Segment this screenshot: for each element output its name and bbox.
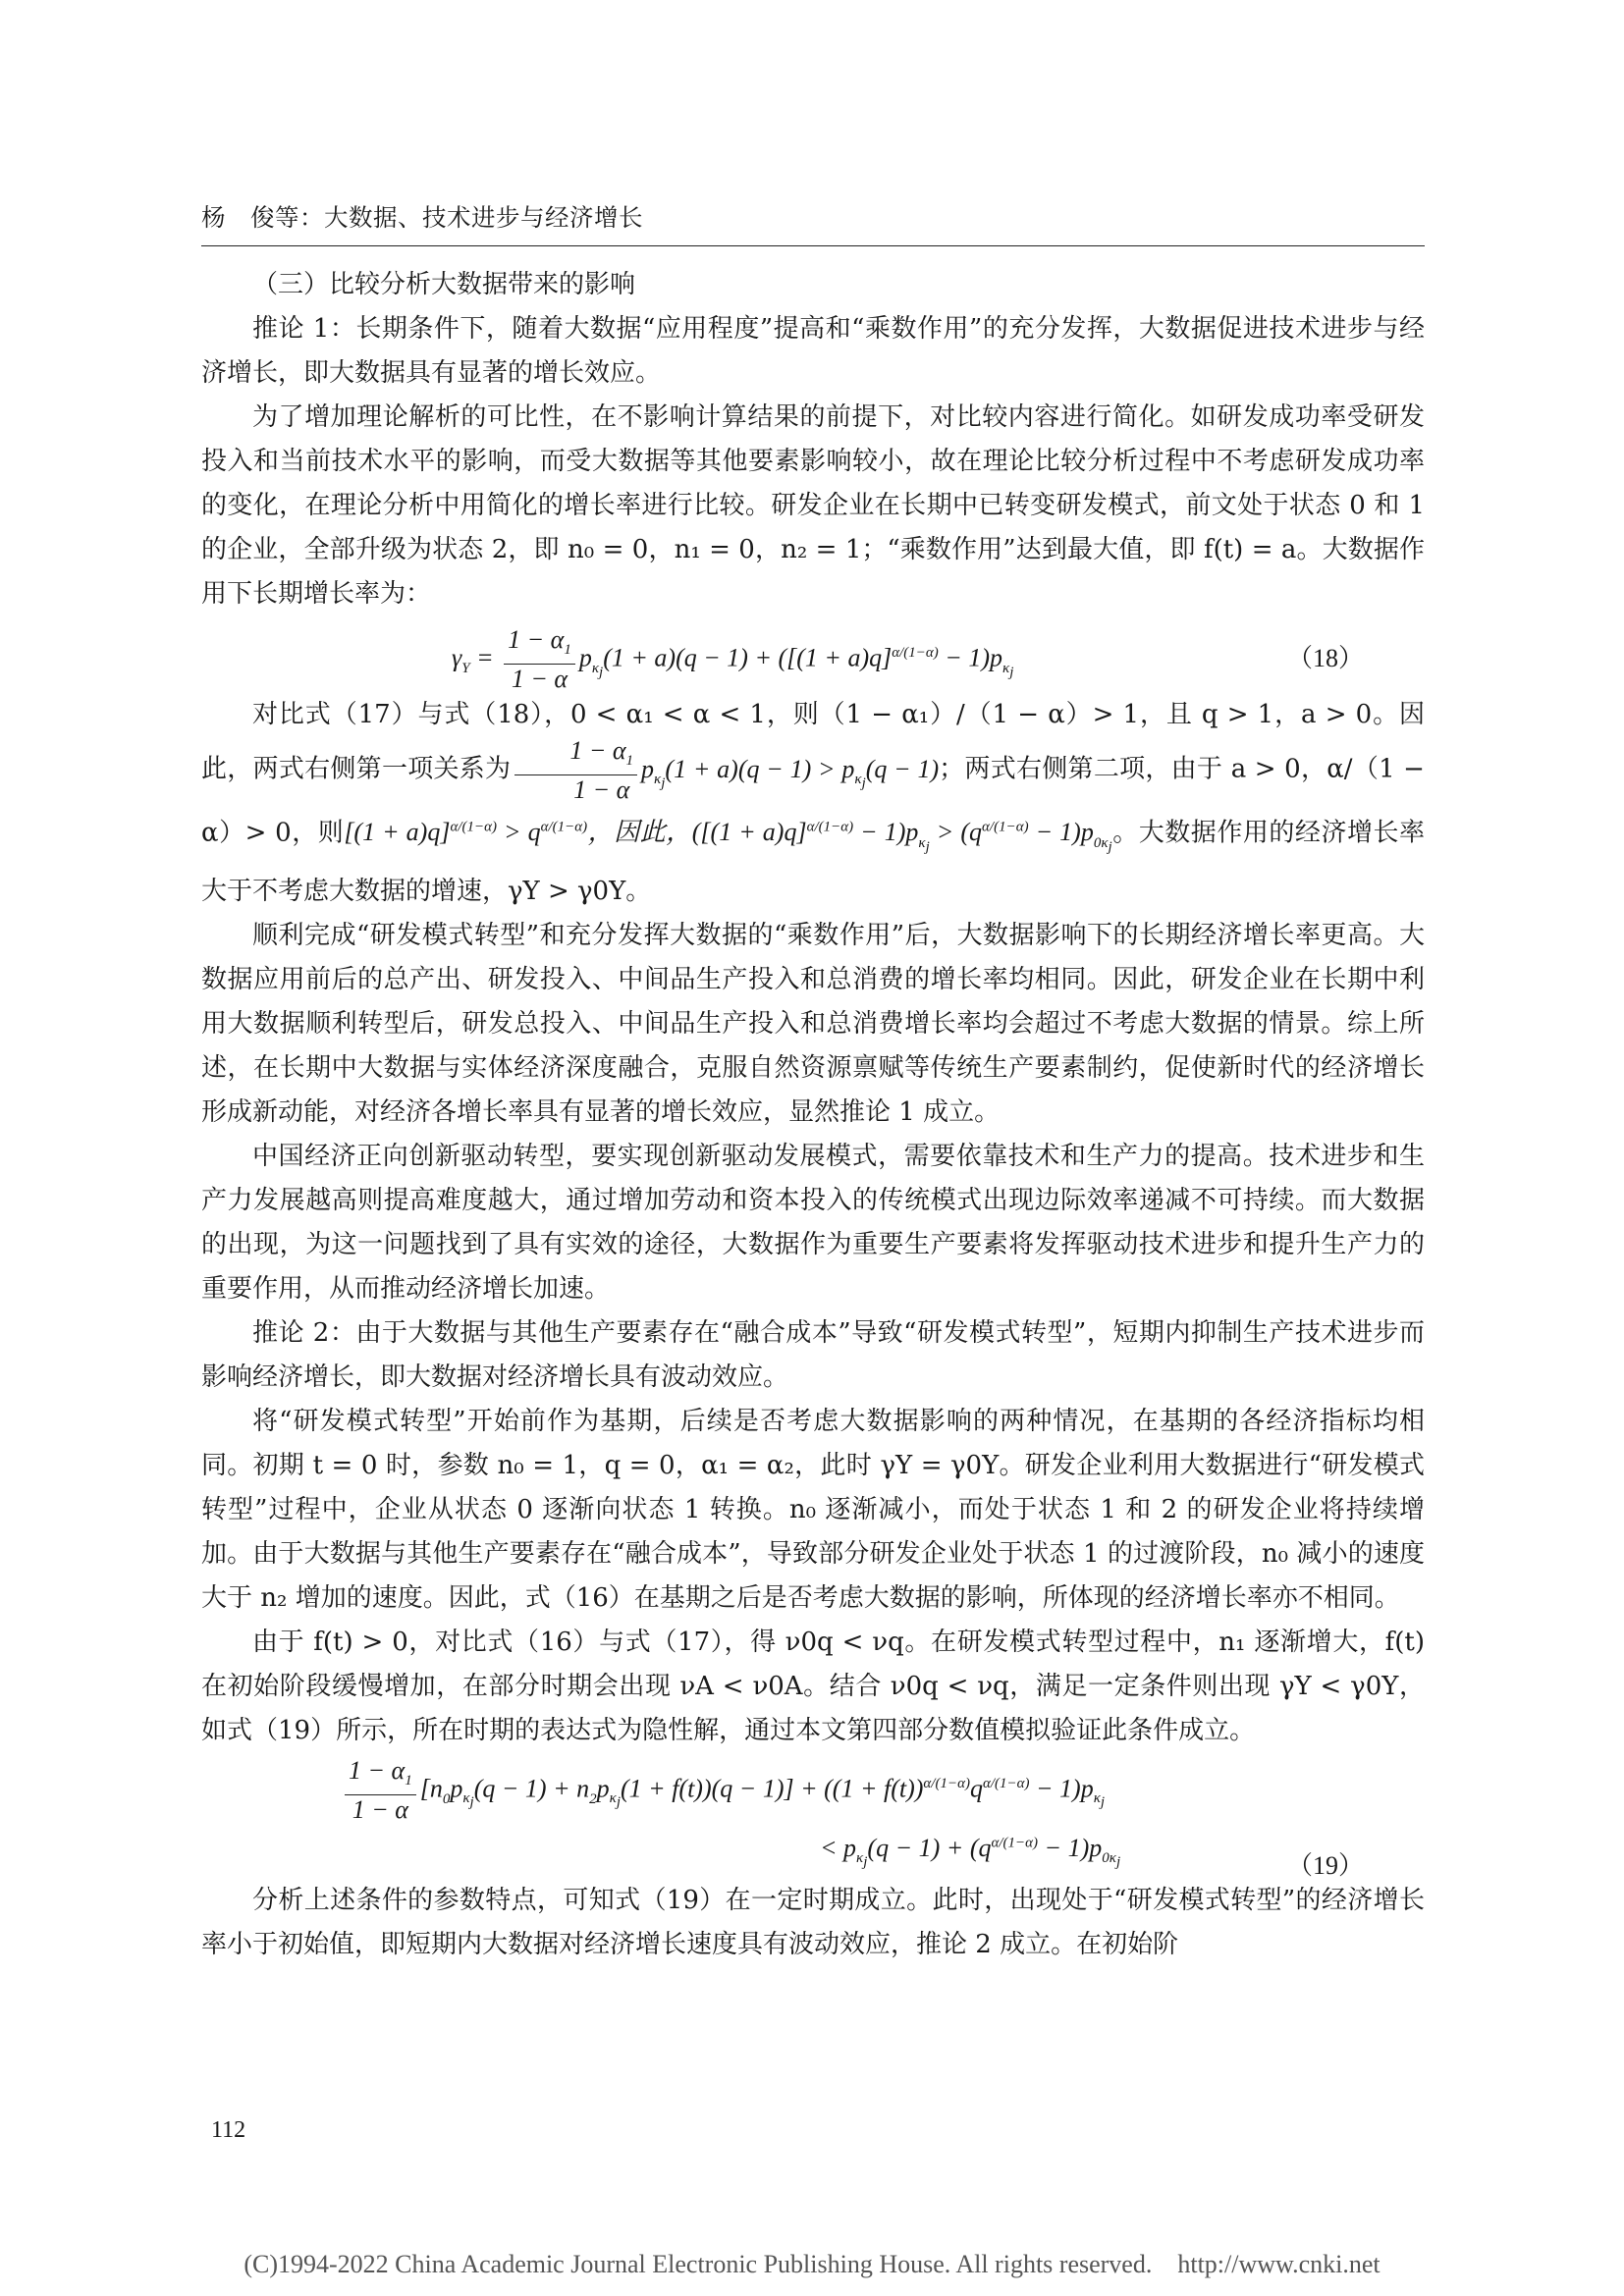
paragraph-transition: 顺利完成“研发模式转型”和充分发挥大数据的“乘数作用”后，大数据影响下的长期经济增长率更高。大数据应用前后的总产出、研发投入、中间品生产投入和总消费的增长率均相同。因此，研发企业在长期中利用大数据顺利转型后，研发总投入、中间品生产投入和总消费增长率均会超过不考虑大数据的情景。综上所述，在长期中大数据与实体经济深度融合，克服自然资源禀赋等传统生产要素制约，促使新时代的经济增长形成新动能，对经济各增长率具有显著的增长效应，显然推论 1 成立。 (201, 920, 1425, 1127)
equation-19-formula-line-2: < $p_{\kappa_j}(q - 1) + (q^{\alpha/(1-\alpha)} - 1)p_{0\kappa_j}$ (820, 1833, 1121, 1870)
copyright-text: (C)1994-2022 China Academic Journal Electronic Publishing House. All rights reserved. (244, 2250, 1153, 2278)
paragraph-analysis: 分析上述条件的参数特点，可知式（19）在一定时期成立。此时，出现处于“研发模式转型”的经济增长率小于初始值，即短期内大数据对经济增长速度具有波动效应，推论 2 成立。在初始阶 (201, 1885, 1425, 1959)
section-heading: （三）比较分析大数据带来的影响 (252, 270, 636, 299)
equation-18 (201, 616, 1425, 693)
equation-18-number: （18） (1286, 644, 1364, 672)
paragraph-corollary-1: 推论 1：长期条件下，随着大数据“应用程度”提高和“乘数作用”的充分发挥，大数据促进技术进步与经济增长，即大数据具有显著的增长效应。 (201, 314, 1425, 388)
equation-18-formula: $\gamma_Y$ = $\frac{1 - \alpha_1}{1 - \alpha}$ $p_{\kappa_j}(1 + a)(q - 1) + ([(1 + a)q]^{\alpha/(1-\alpha)} - 1)p_{\kappa_j}$ (452, 625, 1014, 694)
cnki-url: http://www.cnki.net (1177, 2250, 1380, 2278)
comparison-text-b: ；两式右侧第二项，由于 a > 0，α/（1 − α）> 0，则 (201, 754, 1425, 848)
running-header: 杨 俊等：大数据、技术进步与经济增长 (201, 203, 643, 232)
equation-19-line-2 (201, 1824, 1425, 1879)
header-rule (201, 245, 1425, 246)
inline-inequality-1: $\frac{1 - \alpha_1}{1 - \alpha}$ $p_{\kappa_j}(1 + a)(q - 1) > p_{\kappa_j}(q - 1)$ (511, 755, 939, 783)
equation-19-line-1 (201, 1753, 1425, 1824)
copyright-footer (0, 2250, 1624, 2279)
page-number: 112 (211, 2117, 246, 2143)
equation-19-number: （19） (1286, 1850, 1364, 1880)
inline-inequality-2: $[(1 + a)q]^{\alpha/(1-\alpha)} > q^{\alpha/(1-\alpha)}$，因此，$([(1 + a)q]^{\alpha/(1-\alpha)} - 1)p_{\kappa_j} > (q^{\alpha/(1-\alpha)} - 1)p_{0\kappa_j}$ (344, 818, 1112, 855)
paragraph-innovation: 中国经济正向创新驱动转型，要实现创新驱动发展模式，需要依靠技术和生产力的提高。技术进步和生产力发展越高则提高难度越大，通过增加劳动和资本投入的传统模式出现边际效率递减不可持续。而大数据的出现，为这一问题找到了具有实效的途径，大数据作为重要生产要素将发挥驱动技术进步和提升生产力的重要作用，从而推动经济增长加速。 (201, 1141, 1425, 1304)
paragraph-simplification: 为了增加理论解析的可比性，在不影响计算结果的前提下，对比较内容进行简化。如研发成功率受研发投入和当前技术水平的影响，而受大数据等其他要素影响较小，故在理论比较分析过程中不考虑研发成功率的变化，在理论分析中用简化的增长率进行比较。研发企业在长期中已转变研发模式，前文处于状态 0 和 1 的企业，全部升级为状态 2，即 n₀ = 0，n₁ = 0，n₂ = 1；“乘数作用”达到最大值，即 f(t) = a。大数据作用下长期增长率为： (201, 402, 1425, 609)
paragraph-corollary-2: 推论 2：由于大数据与其他生产要素存在“融合成本”导致“研发模式转型”，短期内抑制生产技术进步而影响经济增长，即大数据对经济增长具有波动效应。 (201, 1317, 1425, 1392)
equation-19-formula-line-1: $\frac{1 - \alpha_1}{1 - \alpha}$ $[n_0p_{\kappa_j}(q - 1) + n_2p_{\kappa_j}(1 + f(t))(q - 1)] + ((1 + f(t))^{\alpha/(1-\alpha)}q^{\alpha/(1-\alpha)} - 1)p_{\kappa_j}$ (341, 1757, 1105, 1825)
paragraph-comparison (201, 693, 1425, 914)
comparison-text-a: 对比式（17）与式（18），0 < α₁ < α < 1，则（1 − α₁）/（1 − α）> 1，且 q > 1，a > 0。因此，两式右侧第一项关系为 (201, 700, 1425, 784)
body-text (201, 263, 1425, 1967)
comparison-text-c: 。大数据作用的经济增长率大于不考虑大数据的增速，γY > γ0Y。 (201, 818, 1426, 906)
paragraph-condition: 由于 f(t) > 0，对比式（16）与式（17），得 ν0q < νq。在研发模式转型过程中，n₁ 逐渐增大，f(t) 在初始阶段缓慢增加，在部分时期会出现 νA < ν0A。结合 ν0q < νq，满足一定条件则出现 γY < γ0Y，如式（19）所示，所在时期的表达式为隐性解，通过本文第四部分数值模拟验证此条件成立。 (201, 1627, 1425, 1745)
paragraph-base-period: 将“研发模式转型”开始前作为基期，后续是否考虑大数据影响的两种情况，在基期的各经济指标均相同。初期 t = 0 时，参数 n₀ = 1，q = 0，α₁ = α₂，此时 γY = γ0Y。研发企业利用大数据进行“研发模式转型”过程中，企业从状态 0 逐渐向状态 1 转换。n₀ 逐渐减小，而处于状态 1 和 2 的研发企业将持续增加。由于大数据与其他生产要素存在“融合成本”，导致部分研发企业处于状态 1 的过渡阶段，n₀ 减小的速度大于 n₂ 增加的速度。因此，式（16）在基期之后是否考虑大数据的影响，所体现的经济增长率亦不相同。 (201, 1406, 1425, 1613)
